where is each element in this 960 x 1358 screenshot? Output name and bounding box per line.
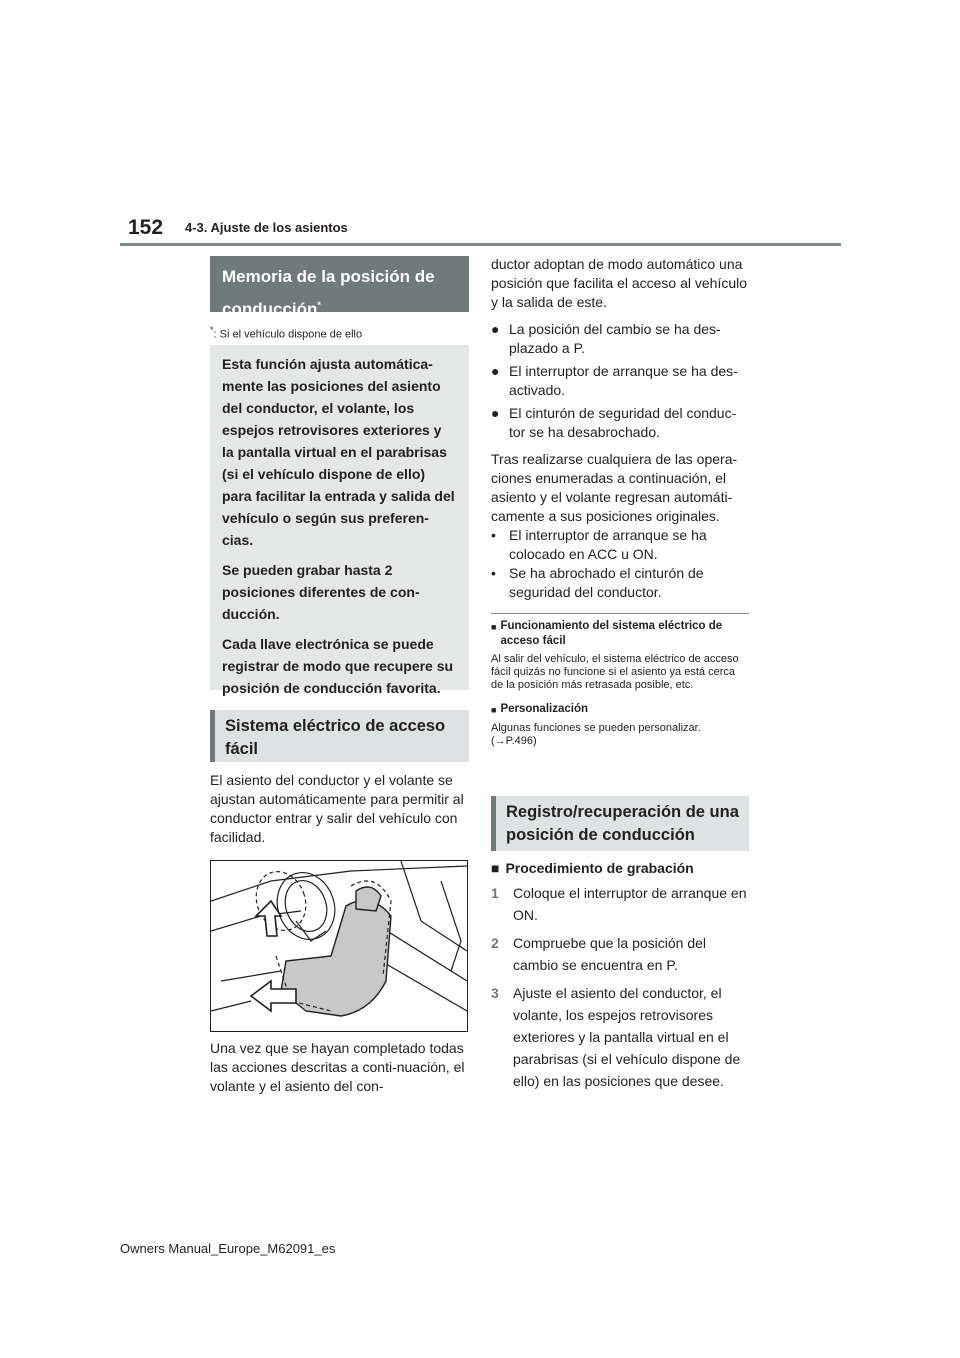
procedure-block [491,858,749,1098]
procedure-step [491,982,749,1092]
easy-access-body: El asiento del conductor y el volante se ajustan automáticamente para permitir al conductor entrar y salir del vehículo con facilidad. [210,772,464,845]
bullet-text: El cinturón de seguridad del conduc-tor se ha desabrochado. [509,405,737,440]
note-body-personalization: Algunas funciones se pueden personalizar. (→P.496) [491,722,701,747]
footnote-text: : Si el vehículo dispone de ello [213,328,363,341]
dot-item [491,564,749,602]
seat-illustration [210,860,468,1032]
memory-paragraph-3: Cada llave electrónica se puede registrar de modo que recupere su posición de conducción favorita. [222,636,454,696]
registration-section-title: Registro/recuperación de una posición de conducción [491,796,749,851]
dot-icon: • [491,527,496,543]
seat-drawing-icon [211,861,467,1031]
notes-divider [491,613,749,614]
dot-text: Se ha abrochado el cinturón de seguridad del conductor. [509,565,704,600]
footnote-star: * [210,325,214,335]
memory-paragraph-2: Se pueden grabar hasta 2 posiciones diferentes de con-ducción. [222,562,420,622]
footnote [210,325,470,341]
memory-title-text: Memoria de la posición de conducción [222,267,435,319]
notes-block [491,619,749,748]
footer-text: Owners Manual_Europe_M62091_es [120,1241,336,1256]
bullet-text: El interruptor de arranque se ha des-activado. [509,363,738,398]
step-number: 1 [491,885,499,901]
easy-access-section-title: Sistema eléctrico de acceso fácil [210,710,469,762]
step-number: 2 [491,935,499,951]
bullet-item [491,404,749,442]
memory-description-box [210,345,469,696]
bullet-text: La posición del cambio se ha des-plazado a P. [509,321,721,356]
procedure-step [491,882,749,926]
procedure-title: ■ Procedimiento de grabación [491,860,694,876]
right-column-text [491,255,749,606]
continuation-text: ductor adoptan de modo automático una posición que facilita el acceso al vehículo y la salida de este. [491,256,748,310]
section-reference: 4-3. Ajuste de los asientos [185,220,348,235]
memory-paragraph-1: Esta función ajusta automática-mente las posiciones del asiento del conductor, el volante, los espejos retrovisores exteriores y la pantalla virtual en el parabrisas (si el vehículo dispone de ello) para facilitar la entrada y salida del vehículo o según sus preferen-cias. [222,356,455,548]
note-title-easy-access: ■ Funcionamiento del sistema eléctrico de acceso fácil [491,620,723,647]
memory-title-star: * [317,300,321,310]
bullet-item [491,320,749,358]
return-text: Tras realizarse cualquiera de las opera-ciones enumeradas a continuación, el asiento y el volante regresan automáti-camente a sus posiciones originales. [491,451,738,524]
step-text: Compruebe que la posición del cambio se encuentra en P. [513,935,707,973]
step-number: 3 [491,985,499,1001]
memory-section-title [210,256,469,319]
square-icon: ■ [491,860,500,876]
bullet-item [491,362,749,400]
bullet-icon: ● [491,321,500,337]
header-rule [120,243,841,246]
dot-text: El interruptor de arranque se ha colocado en ACC u ON. [509,527,707,562]
note-body-easy-access: Al salir del vehículo, el sistema eléctrico de acceso fácil quizás no funcione si el asiento ya está cerca de la posición más retrasada posible, etc. [491,653,739,691]
note-title-personalization: ■ Personalización [491,702,749,718]
dot-item [491,526,749,564]
procedure-step [491,932,749,976]
square-icon: ■ [491,705,497,715]
page-number: 152 [128,216,164,239]
dot-icon: • [491,565,496,581]
square-icon: ■ [491,622,497,632]
after-image-text: Una vez que se hayan completado todas las acciones descritas a conti-nuación, el volante y el asiento del con- [210,1040,465,1094]
bullet-icon: ● [491,363,500,379]
step-text: Ajuste el asiento del conductor, el volante, los espejos retrovisores exteriores y la pantalla virtual en el parabrisas (si el vehículo dispone de ello) en las posiciones que desee. [513,985,741,1089]
bullet-icon: ● [491,405,500,421]
step-text: Coloque el interruptor de arranque en ON. [513,885,747,923]
